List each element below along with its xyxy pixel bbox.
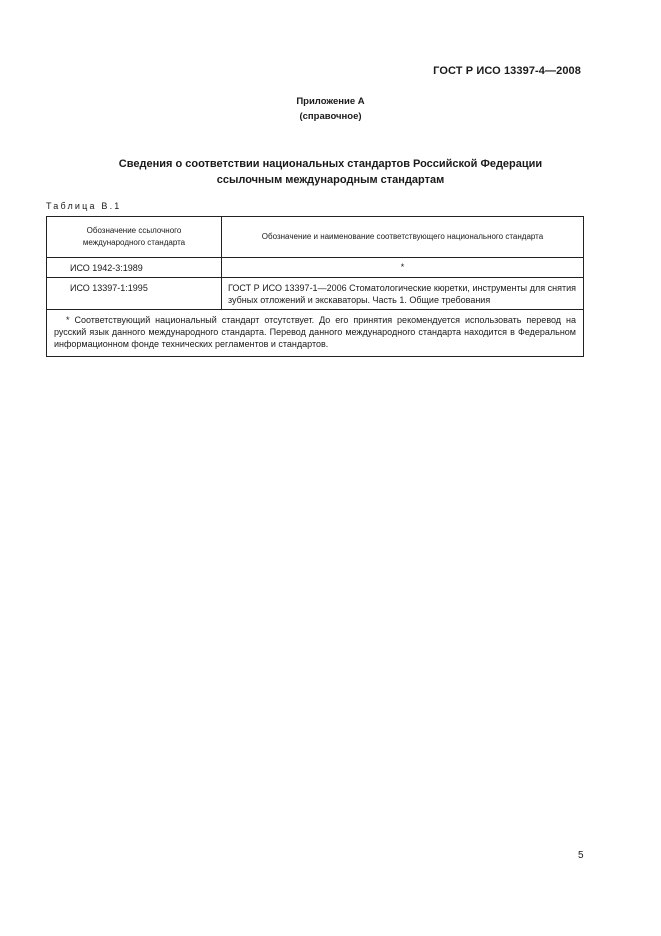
appendix-subtitle: (справочное) xyxy=(299,111,362,122)
table-row xyxy=(47,258,584,278)
page-number: 5 xyxy=(578,850,584,861)
header-reference-standard: Обозначение ссылочного международного стандарта xyxy=(47,217,222,258)
appendix-title: Приложение А xyxy=(296,96,365,107)
section-title-line-1: Сведения о соответствии национальных стандартов Российской Федерации xyxy=(118,158,543,170)
cell-reference-standard: ИСО 1942-3:1989 xyxy=(47,258,222,278)
table-caption: Таблица В.1 xyxy=(46,201,122,211)
section-title-line-2: ссылочным международным стандартам xyxy=(216,174,445,186)
header-national-standard: Обозначение и наименование соответствующего национального стандарта xyxy=(222,217,584,258)
section-title xyxy=(0,156,661,188)
cell-national-standard: ГОСТ Р ИСО 13397-1—2006 Стоматологические кюретки, инструменты для снятия зубных отложений и экскаваторы. Часть 1. Общие требования xyxy=(222,278,584,310)
table-footnote: * Соответствующий национальный стандарт отсутствует. До его принятия рекомендуется использовать перевод на русский язык данного международного стандарта. Перевод данного международного стандарта находится в Федеральном информационном фонде технических регламентов и стандартов. xyxy=(47,310,584,357)
cell-reference-standard: ИСО 13397-1:1995 xyxy=(47,278,222,310)
table-footnote-row xyxy=(47,310,584,357)
document-standard-id: ГОСТ Р ИСО 13397-4—2008 xyxy=(433,65,581,77)
table-row xyxy=(47,278,584,310)
cell-national-standard: * xyxy=(222,258,584,278)
table-header-row xyxy=(47,217,584,258)
correspondence-table xyxy=(46,216,584,357)
appendix-heading xyxy=(0,94,661,124)
